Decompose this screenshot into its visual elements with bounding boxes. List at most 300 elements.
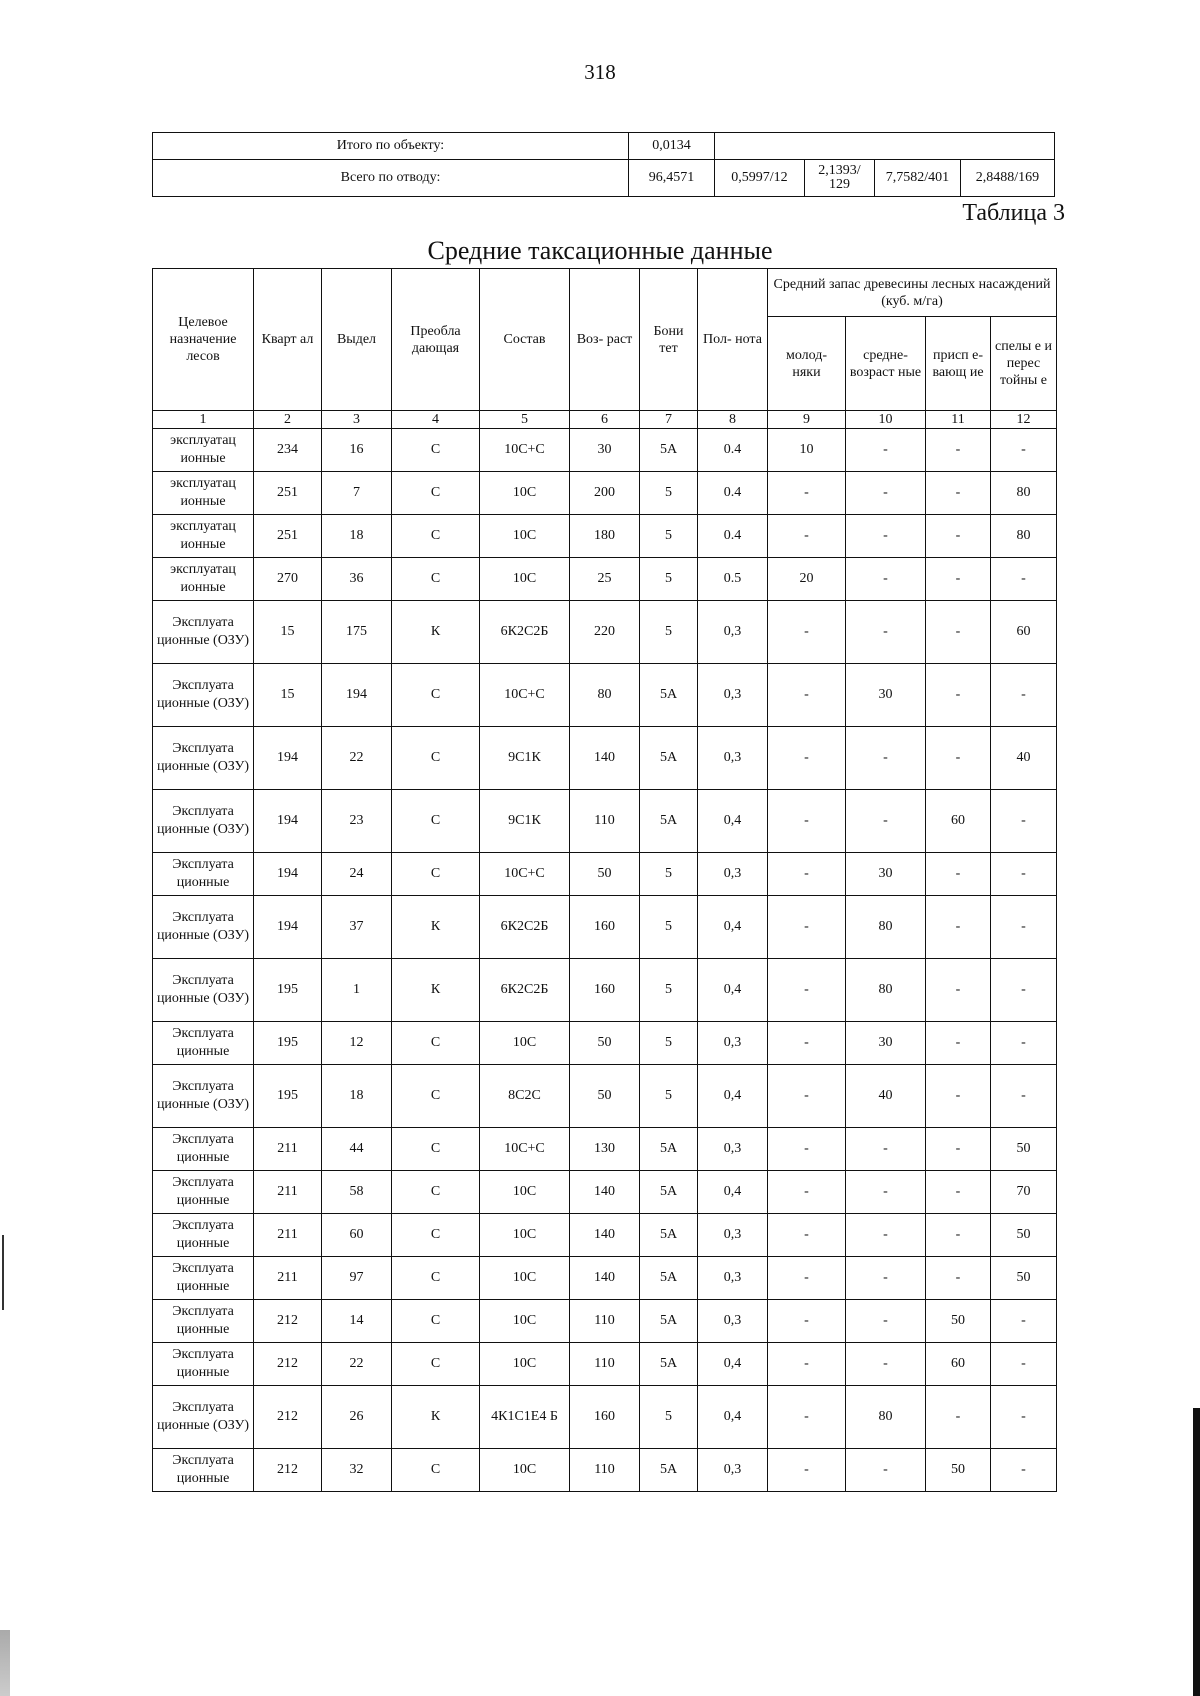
cell-plot: 12 xyxy=(322,1022,392,1065)
cell-dominant: С xyxy=(392,1343,480,1386)
cell-mature: 50 xyxy=(991,1128,1057,1171)
cell-composition: 10С xyxy=(480,1343,570,1386)
column-number: 3 xyxy=(322,411,392,429)
cell-age: 160 xyxy=(570,896,640,959)
cell-purpose: Эксплуата ционные (ОЗУ) xyxy=(153,601,254,664)
cell-quarter: 195 xyxy=(254,959,322,1022)
table-row xyxy=(153,601,1057,664)
cell-composition: 10С xyxy=(480,515,570,558)
cell-young: - xyxy=(768,601,846,664)
cell-composition: 9С1К xyxy=(480,790,570,853)
cell-bonitet: 5А xyxy=(640,1257,698,1300)
cell-mature: - xyxy=(991,959,1057,1022)
cell-density: 0,4 xyxy=(698,1343,768,1386)
cell-bonitet: 5 xyxy=(640,1386,698,1449)
cell-density: 0,3 xyxy=(698,1128,768,1171)
cell-age: 50 xyxy=(570,853,640,896)
column-number: 10 xyxy=(846,411,926,429)
cell-composition: 10С xyxy=(480,1300,570,1343)
table-row xyxy=(153,429,1057,472)
header-composition: Состав xyxy=(480,269,570,411)
cell-density: 0.5 xyxy=(698,558,768,601)
cell-density: 0,4 xyxy=(698,1171,768,1214)
cell-maturing: - xyxy=(926,664,991,727)
cell-density: 0,4 xyxy=(698,1065,768,1128)
cell-dominant: С xyxy=(392,790,480,853)
cell-plot: 37 xyxy=(322,896,392,959)
cell-age: 50 xyxy=(570,1065,640,1128)
cell-quarter: 195 xyxy=(254,1022,322,1065)
cell-plot: 22 xyxy=(322,727,392,790)
totals-row-object xyxy=(153,133,1055,160)
cell-quarter: 15 xyxy=(254,601,322,664)
cell-composition: 10С xyxy=(480,1257,570,1300)
cell-dominant: С xyxy=(392,853,480,896)
cell-dominant: С xyxy=(392,558,480,601)
cell-dominant: С xyxy=(392,1022,480,1065)
cell-young: - xyxy=(768,1343,846,1386)
cell-dominant: С xyxy=(392,1128,480,1171)
cell-quarter: 212 xyxy=(254,1449,322,1492)
cell-mature: - xyxy=(991,1065,1057,1128)
cell-density: 0.4 xyxy=(698,472,768,515)
column-number: 9 xyxy=(768,411,846,429)
table-row xyxy=(153,896,1057,959)
cell-maturing: - xyxy=(926,601,991,664)
header-bonitet: Бони тет xyxy=(640,269,698,411)
cell-mature: - xyxy=(991,790,1057,853)
cell-mature: 50 xyxy=(991,1257,1057,1300)
header-density: Пол- нота xyxy=(698,269,768,411)
cell-quarter: 211 xyxy=(254,1171,322,1214)
cell-bonitet: 5А xyxy=(640,664,698,727)
cell-purpose: Эксплуата ционные (ОЗУ) xyxy=(153,1386,254,1449)
totals-allotment-area: 96,4571 xyxy=(629,160,715,197)
cell-dominant: С xyxy=(392,429,480,472)
cell-maturing: 60 xyxy=(926,1343,991,1386)
cell-density: 0,3 xyxy=(698,853,768,896)
cell-young: - xyxy=(768,1214,846,1257)
cell-mature: 80 xyxy=(991,515,1057,558)
totals-table xyxy=(152,132,1055,197)
cell-age: 160 xyxy=(570,959,640,1022)
cell-plot: 18 xyxy=(322,515,392,558)
table-row xyxy=(153,558,1057,601)
taxation-table xyxy=(152,268,1057,1492)
cell-bonitet: 5 xyxy=(640,601,698,664)
header-stock-group: Средний запас древесины лесных насаждений (куб. м/га) xyxy=(768,269,1057,317)
table-row xyxy=(153,1343,1057,1386)
cell-quarter: 211 xyxy=(254,1257,322,1300)
cell-maturing: - xyxy=(926,1171,991,1214)
cell-plot: 36 xyxy=(322,558,392,601)
scan-edge-bar xyxy=(1193,1408,1200,1696)
cell-composition: 10С xyxy=(480,1449,570,1492)
table-row xyxy=(153,1065,1057,1128)
cell-bonitet: 5 xyxy=(640,1022,698,1065)
table-title: Средние таксационные данные xyxy=(427,236,773,265)
cell-purpose: Эксплуата ционные xyxy=(153,1257,254,1300)
cell-maturing: - xyxy=(926,727,991,790)
header-young: молод- няки xyxy=(768,317,846,411)
cell-maturing: - xyxy=(926,896,991,959)
cell-plot: 14 xyxy=(322,1300,392,1343)
cell-young: - xyxy=(768,1171,846,1214)
cell-plot: 1 xyxy=(322,959,392,1022)
cell-maturing: - xyxy=(926,959,991,1022)
cell-mature: 50 xyxy=(991,1214,1057,1257)
table-row xyxy=(153,1214,1057,1257)
cell-dominant: К xyxy=(392,896,480,959)
cell-middle: 40 xyxy=(846,1065,926,1128)
cell-young: - xyxy=(768,896,846,959)
cell-density: 0,3 xyxy=(698,1214,768,1257)
cell-young: - xyxy=(768,853,846,896)
cell-composition: 10С xyxy=(480,1214,570,1257)
cell-middle: - xyxy=(846,1171,926,1214)
cell-composition: 10С+С xyxy=(480,429,570,472)
cell-density: 0,4 xyxy=(698,790,768,853)
cell-young: - xyxy=(768,1300,846,1343)
cell-purpose: Эксплуата ционные (ОЗУ) xyxy=(153,664,254,727)
cell-young: - xyxy=(768,1257,846,1300)
taxation-rows xyxy=(153,429,1057,1492)
cell-bonitet: 5 xyxy=(640,472,698,515)
cell-age: 110 xyxy=(570,1343,640,1386)
cell-purpose: эксплуатац ионные xyxy=(153,515,254,558)
cell-dominant: С xyxy=(392,1214,480,1257)
header-mature: спелы е и перес тойны е xyxy=(991,317,1057,411)
cell-middle: - xyxy=(846,515,926,558)
cell-composition: 4К1С1Е4 Б xyxy=(480,1386,570,1449)
cell-mature: - xyxy=(991,558,1057,601)
cell-density: 0,3 xyxy=(698,1449,768,1492)
cell-purpose: Эксплуата ционные xyxy=(153,1449,254,1492)
cell-purpose: эксплуатац ионные xyxy=(153,472,254,515)
cell-bonitet: 5 xyxy=(640,896,698,959)
cell-purpose: Эксплуата ционные xyxy=(153,1128,254,1171)
cell-age: 140 xyxy=(570,1214,640,1257)
cell-composition: 10С xyxy=(480,1171,570,1214)
cell-age: 180 xyxy=(570,515,640,558)
column-number: 5 xyxy=(480,411,570,429)
totals-allotment-young: 0,5997/12 xyxy=(715,160,805,197)
cell-dominant: К xyxy=(392,959,480,1022)
cell-maturing: - xyxy=(926,515,991,558)
cell-young: - xyxy=(768,959,846,1022)
cell-bonitet: 5А xyxy=(640,429,698,472)
cell-quarter: 212 xyxy=(254,1386,322,1449)
cell-composition: 10С xyxy=(480,1022,570,1065)
cell-quarter: 211 xyxy=(254,1214,322,1257)
cell-middle: - xyxy=(846,1343,926,1386)
cell-quarter: 194 xyxy=(254,896,322,959)
cell-young: - xyxy=(768,515,846,558)
cell-middle: - xyxy=(846,1449,926,1492)
cell-bonitet: 5А xyxy=(640,1343,698,1386)
cell-bonitet: 5А xyxy=(640,1300,698,1343)
cell-bonitet: 5А xyxy=(640,1449,698,1492)
cell-young: 20 xyxy=(768,558,846,601)
cell-maturing: - xyxy=(926,1065,991,1128)
cell-mature: 40 xyxy=(991,727,1057,790)
cell-mature: - xyxy=(991,429,1057,472)
cell-maturing: - xyxy=(926,1386,991,1449)
cell-plot: 44 xyxy=(322,1128,392,1171)
cell-bonitet: 5А xyxy=(640,727,698,790)
cell-density: 0.4 xyxy=(698,515,768,558)
column-number-row xyxy=(153,411,1057,429)
cell-middle: 80 xyxy=(846,896,926,959)
cell-maturing: - xyxy=(926,1022,991,1065)
cell-maturing: - xyxy=(926,472,991,515)
cell-purpose: Эксплуата ционные (ОЗУ) xyxy=(153,959,254,1022)
page-number: 318 xyxy=(584,60,616,84)
cell-middle: 30 xyxy=(846,664,926,727)
cell-young: - xyxy=(768,790,846,853)
column-number: 6 xyxy=(570,411,640,429)
cell-purpose: эксплуатац ионные xyxy=(153,429,254,472)
cell-dominant: С xyxy=(392,472,480,515)
header-quarter: Кварт ал xyxy=(254,269,322,411)
cell-middle: 80 xyxy=(846,959,926,1022)
header-middle: средне- возраст ные xyxy=(846,317,926,411)
column-number: 4 xyxy=(392,411,480,429)
cell-dominant: С xyxy=(392,1065,480,1128)
cell-mature: - xyxy=(991,1386,1057,1449)
header-dominant: Преобла дающая xyxy=(392,269,480,411)
cell-quarter: 194 xyxy=(254,727,322,790)
cell-density: 0,3 xyxy=(698,664,768,727)
cell-young: - xyxy=(768,1065,846,1128)
cell-quarter: 195 xyxy=(254,1065,322,1128)
cell-quarter: 251 xyxy=(254,472,322,515)
cell-bonitet: 5А xyxy=(640,1171,698,1214)
cell-plot: 22 xyxy=(322,1343,392,1386)
column-number: 1 xyxy=(153,411,254,429)
cell-purpose: эксплуатац ионные xyxy=(153,558,254,601)
cell-maturing: 50 xyxy=(926,1300,991,1343)
cell-plot: 32 xyxy=(322,1449,392,1492)
cell-purpose: Эксплуата ционные (ОЗУ) xyxy=(153,790,254,853)
cell-young: - xyxy=(768,1128,846,1171)
cell-maturing: - xyxy=(926,853,991,896)
cell-bonitet: 5А xyxy=(640,790,698,853)
cell-middle: - xyxy=(846,472,926,515)
cell-quarter: 212 xyxy=(254,1343,322,1386)
cell-density: 0,3 xyxy=(698,1257,768,1300)
cell-composition: 10С+С xyxy=(480,853,570,896)
cell-age: 160 xyxy=(570,1386,640,1449)
cell-dominant: С xyxy=(392,1257,480,1300)
cell-young: - xyxy=(768,472,846,515)
cell-mature: - xyxy=(991,1449,1057,1492)
cell-middle: - xyxy=(846,1128,926,1171)
table-row xyxy=(153,727,1057,790)
table-row xyxy=(153,1171,1057,1214)
cell-maturing: - xyxy=(926,429,991,472)
cell-middle: - xyxy=(846,601,926,664)
cell-plot: 24 xyxy=(322,853,392,896)
cell-maturing: 60 xyxy=(926,790,991,853)
totals-object-label: Итого по объекту: xyxy=(153,133,629,160)
cell-age: 200 xyxy=(570,472,640,515)
cell-young: - xyxy=(768,727,846,790)
cell-plot: 175 xyxy=(322,601,392,664)
cell-middle: - xyxy=(846,1214,926,1257)
cell-density: 0,3 xyxy=(698,1300,768,1343)
cell-purpose: Эксплуата ционные xyxy=(153,1171,254,1214)
cell-bonitet: 5 xyxy=(640,515,698,558)
cell-dominant: С xyxy=(392,1449,480,1492)
totals-allotment-middle: 2,1393/ 129 xyxy=(805,160,875,197)
cell-quarter: 15 xyxy=(254,664,322,727)
cell-quarter: 234 xyxy=(254,429,322,472)
cell-composition: 10С xyxy=(480,558,570,601)
totals-allotment-mature: 2,8488/169 xyxy=(961,160,1055,197)
cell-bonitet: 5 xyxy=(640,1065,698,1128)
table-row xyxy=(153,853,1057,896)
cell-mature: - xyxy=(991,1343,1057,1386)
cell-middle: - xyxy=(846,790,926,853)
cell-composition: 9С1К xyxy=(480,727,570,790)
header-maturing: присп е- вающ ие xyxy=(926,317,991,411)
cell-age: 110 xyxy=(570,1449,640,1492)
cell-composition: 6К2С2Б xyxy=(480,959,570,1022)
cell-purpose: Эксплуата ционные (ОЗУ) xyxy=(153,727,254,790)
cell-plot: 23 xyxy=(322,790,392,853)
totals-allotment-maturing: 7,7582/401 xyxy=(875,160,961,197)
cell-middle: 30 xyxy=(846,1022,926,1065)
cell-mature: - xyxy=(991,664,1057,727)
table-row xyxy=(153,1449,1057,1492)
cell-plot: 18 xyxy=(322,1065,392,1128)
cell-composition: 6К2С2Б xyxy=(480,601,570,664)
cell-composition: 8С2С xyxy=(480,1065,570,1128)
cell-mature: - xyxy=(991,896,1057,959)
cell-maturing: - xyxy=(926,1128,991,1171)
table-row xyxy=(153,1300,1057,1343)
scan-edge-mark xyxy=(0,1630,10,1696)
cell-purpose: Эксплуата ционные xyxy=(153,853,254,896)
totals-allotment-label: Всего по отводу: xyxy=(153,160,629,197)
cell-mature: 60 xyxy=(991,601,1057,664)
cell-mature: - xyxy=(991,1022,1057,1065)
cell-dominant: К xyxy=(392,1386,480,1449)
cell-middle: - xyxy=(846,429,926,472)
cell-density: 0,4 xyxy=(698,1386,768,1449)
column-number: 2 xyxy=(254,411,322,429)
column-number: 12 xyxy=(991,411,1057,429)
header-age: Воз- раст xyxy=(570,269,640,411)
cell-composition: 10С+С xyxy=(480,1128,570,1171)
column-number: 8 xyxy=(698,411,768,429)
cell-plot: 194 xyxy=(322,664,392,727)
cell-age: 110 xyxy=(570,1300,640,1343)
cell-middle: - xyxy=(846,1300,926,1343)
cell-age: 140 xyxy=(570,1257,640,1300)
cell-dominant: С xyxy=(392,727,480,790)
cell-density: 0,3 xyxy=(698,727,768,790)
cell-mature: - xyxy=(991,853,1057,896)
cell-middle: 80 xyxy=(846,1386,926,1449)
cell-maturing: - xyxy=(926,1257,991,1300)
cell-mature: 70 xyxy=(991,1171,1057,1214)
cell-plot: 58 xyxy=(322,1171,392,1214)
scan-edge-line xyxy=(2,1235,4,1310)
cell-density: 0,3 xyxy=(698,1022,768,1065)
header-purpose: Целевое назначение лесов xyxy=(153,269,254,411)
cell-quarter: 211 xyxy=(254,1128,322,1171)
column-number: 11 xyxy=(926,411,991,429)
cell-purpose: Эксплуата ционные (ОЗУ) xyxy=(153,896,254,959)
cell-young: - xyxy=(768,664,846,727)
table-row xyxy=(153,1128,1057,1171)
cell-density: 0.4 xyxy=(698,429,768,472)
cell-bonitet: 5 xyxy=(640,853,698,896)
table-row xyxy=(153,472,1057,515)
cell-quarter: 194 xyxy=(254,853,322,896)
cell-maturing: - xyxy=(926,1214,991,1257)
cell-age: 110 xyxy=(570,790,640,853)
cell-dominant: С xyxy=(392,515,480,558)
cell-age: 130 xyxy=(570,1128,640,1171)
cell-purpose: Эксплуата ционные xyxy=(153,1022,254,1065)
cell-plot: 16 xyxy=(322,429,392,472)
cell-dominant: С xyxy=(392,1171,480,1214)
totals-row-allotment xyxy=(153,160,1055,197)
table-row xyxy=(153,1386,1057,1449)
table-row xyxy=(153,515,1057,558)
cell-age: 50 xyxy=(570,1022,640,1065)
cell-purpose: Эксплуата ционные xyxy=(153,1300,254,1343)
cell-density: 0,3 xyxy=(698,601,768,664)
cell-mature: 80 xyxy=(991,472,1057,515)
cell-density: 0,4 xyxy=(698,896,768,959)
cell-age: 80 xyxy=(570,664,640,727)
cell-age: 140 xyxy=(570,1171,640,1214)
cell-plot: 26 xyxy=(322,1386,392,1449)
cell-young: - xyxy=(768,1386,846,1449)
cell-quarter: 251 xyxy=(254,515,322,558)
cell-bonitet: 5 xyxy=(640,558,698,601)
cell-young: - xyxy=(768,1022,846,1065)
cell-middle: - xyxy=(846,727,926,790)
cell-composition: 6К2С2Б xyxy=(480,896,570,959)
cell-plot: 7 xyxy=(322,472,392,515)
header-plot: Выдел xyxy=(322,269,392,411)
table-label: Таблица 3 xyxy=(962,200,1065,226)
table-row xyxy=(153,959,1057,1022)
cell-quarter: 212 xyxy=(254,1300,322,1343)
cell-quarter: 270 xyxy=(254,558,322,601)
cell-middle: - xyxy=(846,558,926,601)
table-row xyxy=(153,664,1057,727)
table-row xyxy=(153,1257,1057,1300)
cell-composition: 10С+С xyxy=(480,664,570,727)
cell-purpose: Эксплуата ционные xyxy=(153,1343,254,1386)
cell-maturing: 50 xyxy=(926,1449,991,1492)
cell-plot: 60 xyxy=(322,1214,392,1257)
cell-density: 0,4 xyxy=(698,959,768,1022)
cell-age: 220 xyxy=(570,601,640,664)
cell-dominant: С xyxy=(392,664,480,727)
cell-age: 140 xyxy=(570,727,640,790)
cell-dominant: К xyxy=(392,601,480,664)
column-number: 7 xyxy=(640,411,698,429)
cell-mature: - xyxy=(991,1300,1057,1343)
cell-bonitet: 5 xyxy=(640,959,698,1022)
